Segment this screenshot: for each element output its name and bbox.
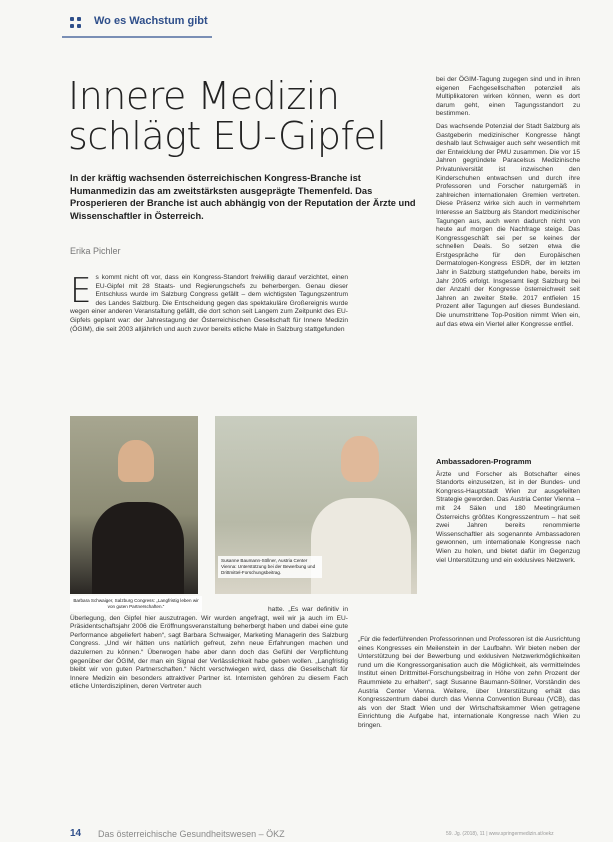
magazine-title: Das österreichische Gesundheitswesen – ÖKZ xyxy=(98,829,285,839)
section-header xyxy=(62,14,212,38)
subheading: Ambassadoren-Programm xyxy=(436,457,532,466)
page-number: 14 xyxy=(70,828,82,839)
paragraph: Das wachsende Potenzial der Stadt Salzburg als Gastgeberin medizinischer Kongresse hängt deshalb laut Schwaiger auch sehr wesentlich mit der Entwicklung der PMU zusammen. Die vor 15 Jahren gegründete Paracelsus Medizinische Privatuniversität ist inzwischen den Kinderschuhen entwachsen und durch ihre Professoren und Forscher naturgemäß in zahlreichen internationalen Gremien vertreten. Diese Präsenz wirke sich auch in vermehrtem Interesse an Salzburg als Standort medizinischer Tagungen aus, auch wenn dadurch nicht von heute auf morgen die Nachfrage steige. Das Kongressgeschäft sei per se keines der schnellen Deals. So setzen etwa die Erstgespräche für den Europäischen Dermatologen-Kongress ESDR, der im letzten Jahr in Salzburg stattgefunden habe, bereits im Jahr 2005 erfolgt. Insgesamt liegt Salzburg bei der Anzahl der Kongresse österreichweit seit Jahren an zweiter Stelle. 2017 entfielen 15 Prozent aller Tagungen auf dieses Bundesland. Die unumstrittene Top-Position nimmt Wien ein, auf das etwa ein Viertel aller Kongresse entfiel. xyxy=(436,122,580,328)
portrait-photo-schwaiger xyxy=(70,416,198,594)
title-line-1: Innere Medizin xyxy=(68,74,340,118)
title-line-2: schlägt EU-Gipfel xyxy=(68,114,387,158)
wide-column-bottom xyxy=(358,636,580,735)
middle-column: hatte. „Es war definitiv in Überlegung, den Gipfel hier auszutragen. Wir wurden angefragt, weil wir ja auch im EU-Präsidentschaftsjahr 2006 die Eröffnungsveranstaltung beherbergt haben und dabei eine gute Performance abgeliefert haben“, sagt Barbara Schwaiger, Marketing Managerin des Salzburg Congress. „Und wir hätten uns natürlich gefreut, zehn neue Erfahrungen machen und dazulernen zu können.“ Überwogen habe aber dann doch das Gefühl der Verpflichtung gegenüber der ÖGIM, der man ein Signal der Verlässlichkeit habe geben wollen. „Langfristig bleibt wir von guten Partnerschaften.“ Nicht verschwiegen wird, dass die Gesellschaft für Innere Medizin ein besonders attraktiver Partner ist. Internisten gehören zu diesem Fach etliche Unterdisziplinen, deren Vertreter auch xyxy=(70,606,348,691)
article-lead: In der kräftig wachsenden österreichischen Kongress-Branche ist Humanmedizin das am zweitstärksten ausgeprägte Themenfeld. Das Prosperieren der Branche ist auch abhängig von der Reputation der Ärzte und Wissenschaftler in Österreich. xyxy=(70,173,416,221)
drop-cap: E xyxy=(70,271,92,311)
paragraph: „Für die federführenden Professorinnen und Professoren ist die Ausrichtung eines Kongresses ein Meilenstein in der Laufbahn. Wir bieten neben der Unterstützung bei der Bewerbung und exklusiven Netzwerkmöglichkeiten rund um die Kongressorganisation auch die Möglichkeit, als vermittelndes Institut einen Drittmittel-Forschungsbeitrag in Höhe von zehn Prozent der Raummiete zu erhalten“, sagt Susanne Baumann-Söllner, Vorständin des Austria Center Vienna. Weitere, über Unterstützung erhält das Kongresszentrum dabei durch das Vienna Convention Bureau (VCB), das als von der Stadt Wien und der Wirtschaftskammer Wien getragene Einrichtung die Aufgabe hat, internationale Kongresse nach Wien zu bringen. xyxy=(358,636,580,729)
section-label: Wo es Wachstum gibt xyxy=(94,15,208,27)
photo-caption-right: Susanne Baumann-Söllner, Austria Center Vienna: Unterstützung bei der Bewerbung und Drittmittel-Forschungsbeitrag. xyxy=(218,556,322,578)
grid-dots-icon xyxy=(70,17,82,29)
right-column-top xyxy=(436,76,580,333)
paragraph: Ärzte und Forscher als Botschafter eines Standorts einzusetzen, ist in der Bundes- und Kongress-Hauptstadt Wien zur ausgefeilten Strategie geworden. Das Austria Center Vienna – mit 24 Sälen und 180 Meetingräumen Österreichs größtes Kongresszentrum – hat seit zwei Jahren bereits renommierte Wissenschaftler als sogenannte Ambassadoren gewonnen, um internationale Kongresse nach Wien zu holen, und bietet dafür im Gegenzug viel Unterstützung und ein exklusives Netzwerk. xyxy=(436,470,580,564)
author-name: Erika Pichler xyxy=(70,246,121,256)
article-title xyxy=(68,76,386,156)
page-footer xyxy=(70,828,590,840)
issue-meta: 59. Jg. (2018), 11 | www.springermedizin.at/oekz xyxy=(446,831,554,837)
right-column-bottom xyxy=(436,452,580,569)
intro-column xyxy=(70,271,348,334)
photo-caption-left: Barbara Schwaiger, Salzburg Congress: „Langfristig leben wir von guten Partnerschaften.“ xyxy=(70,596,202,612)
paragraph: bei der ÖGIM-Tagung zugegen sind und in ihren eigenen Fachgesellschaften potenziell als Multiplikatoren wirken können, wenn es dort darum geht, einen Tagungsstandort zu bestimmen. xyxy=(436,76,580,118)
intro-text: s kommt nicht oft vor, dass ein Kongress-Standort freiwillig darauf verzichtet, einen EU-Gipfel mit 28 Staats- und Regierungschefs zu beherbergen. Genau dieser Entschluss wurde im Salzburg Congress gefällt – dem wichtigsten Tagungszentrum des Landes Salzburg. Die Entscheidung gegen das spektakuläre Großereignis wurde wegen einer anderen Veranstaltung gefällt, die dort schon seit Langem zum Zeitpunkt des EU-Gipfels geplant war: der Jahrestagung der Österreichischen Gesellschaft für Innere Medizin (ÖGIM), die seit 2003 alljährlich und auch zuvor bereits etliche Male in Salzburg stattgefunden xyxy=(70,274,348,333)
